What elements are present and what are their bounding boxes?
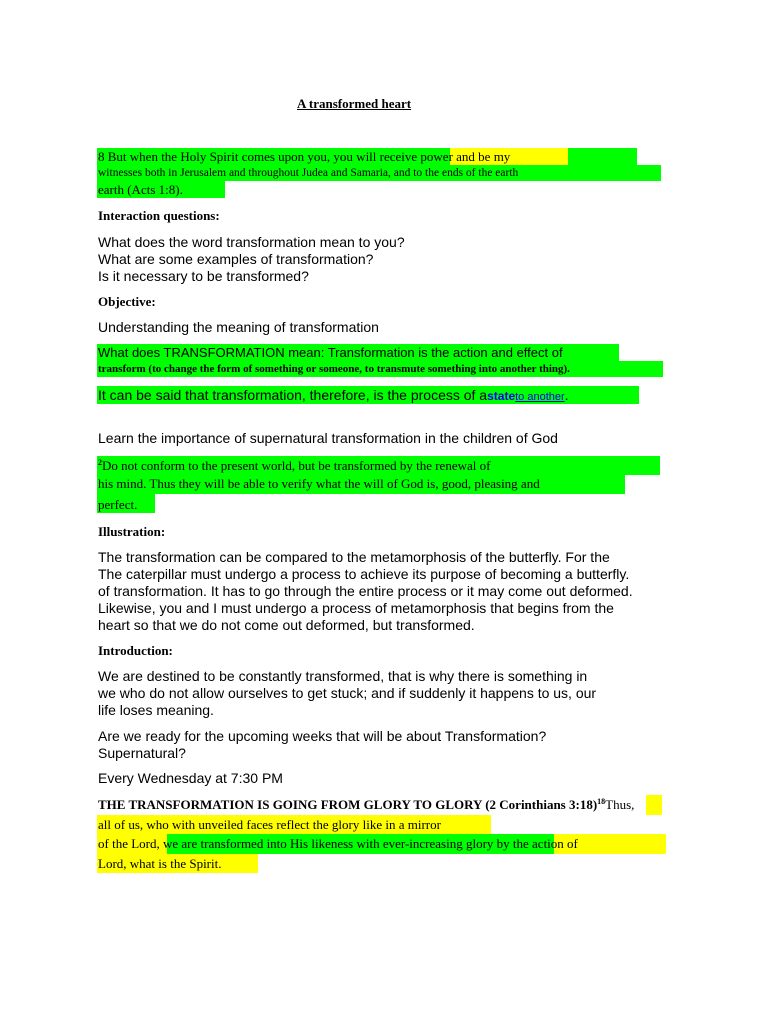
learn-text: Learn the importance of supernatural transformation in the children of God xyxy=(98,430,558,446)
objective-heading: Objective: xyxy=(98,294,156,309)
introduction-line-2: we who do not allow ourselves to get stuck; and if suddenly it happens to us, our xyxy=(98,685,597,701)
illustration-line-2: The caterpillar must undergo a process to achieve its purpose of becoming a butterfly. xyxy=(98,566,630,582)
introduction-line-1: We are destined to be constantly transformed, that is why there is something in xyxy=(98,668,588,684)
illustration-line-5: heart so that we do not come out deformed, but transformed. xyxy=(98,617,475,633)
verse-acts-line-1: 8 But when the Holy Spirit comes upon you, you will receive power and be my xyxy=(98,149,511,164)
definition-line-3: It can be said that transformation, therefore, is the process of astateto another. xyxy=(98,387,569,403)
introduction-heading: Introduction: xyxy=(98,643,173,658)
definition-line-2: transform (to change the form of something or someone, to transmute something into another thing). xyxy=(98,363,570,375)
to-another-link[interactable]: to another xyxy=(515,391,565,403)
verse-acts-line-3: earth (Acts 1:8). xyxy=(98,182,183,197)
verse-romans-line-2: his mind. Thus they will be able to verify what the will of God is, good, pleasing and xyxy=(98,476,540,491)
interaction-heading: Interaction questions: xyxy=(98,208,220,223)
closing-line-2: all of us, who with unveiled faces reflect the glory like in a mirror xyxy=(98,817,441,832)
definition-line-1: What does TRANSFORMATION mean: Transformation is the action and effect of xyxy=(98,345,563,360)
verse-romans-line-1: $^2$Do not conform to the present world, but be transformed by the renewal of xyxy=(98,458,491,473)
question-3: Is it necessary to be transformed? xyxy=(98,268,309,284)
green-highlight xyxy=(568,148,637,165)
question-2: What are some examples of transformation? xyxy=(98,251,374,267)
document-title: A transformed heart xyxy=(297,96,412,111)
illustration-line-1: The transformation can be compared to the metamorphosis of the butterfly. For the xyxy=(98,549,610,565)
introduction-question-2: Supernatural? xyxy=(98,745,186,761)
verse-acts-line-2: witnesses both in Jerusalem and throughout Judea and Samaria, and to the ends of the earth xyxy=(98,167,519,179)
question-1: What does the word transformation mean to you? xyxy=(98,234,405,250)
state-link[interactable]: state xyxy=(487,389,516,403)
closing-heading: THE TRANSFORMATION IS GOING FROM GLORY TO GLORY (2 Corinthians 3:18)$^{18}$Thus, xyxy=(98,797,635,812)
yellow-highlight xyxy=(646,795,662,815)
verse-romans-line-3: perfect. xyxy=(98,497,138,512)
schedule-text: Every Wednesday at 7:30 PM xyxy=(98,770,283,786)
introduction-question-1: Are we ready for the upcoming weeks that will be about Transformation? xyxy=(98,728,547,744)
closing-line-4: Lord, what is the Spirit. xyxy=(98,856,222,871)
closing-line-3: of the Lord, we are transformed into His likeness with ever-increasing glory by the action of xyxy=(98,836,578,851)
objective-text: Understanding the meaning of transformation xyxy=(98,319,379,335)
illustration-line-4: Likewise, you and I must undergo a process of metamorphosis that begins from the xyxy=(98,600,614,616)
illustration-heading: Illustration: xyxy=(98,524,166,539)
introduction-line-3: life loses meaning. xyxy=(98,702,214,718)
illustration-line-3: of transformation. It has to go through the entire process or it may come out deformed. xyxy=(98,583,633,599)
